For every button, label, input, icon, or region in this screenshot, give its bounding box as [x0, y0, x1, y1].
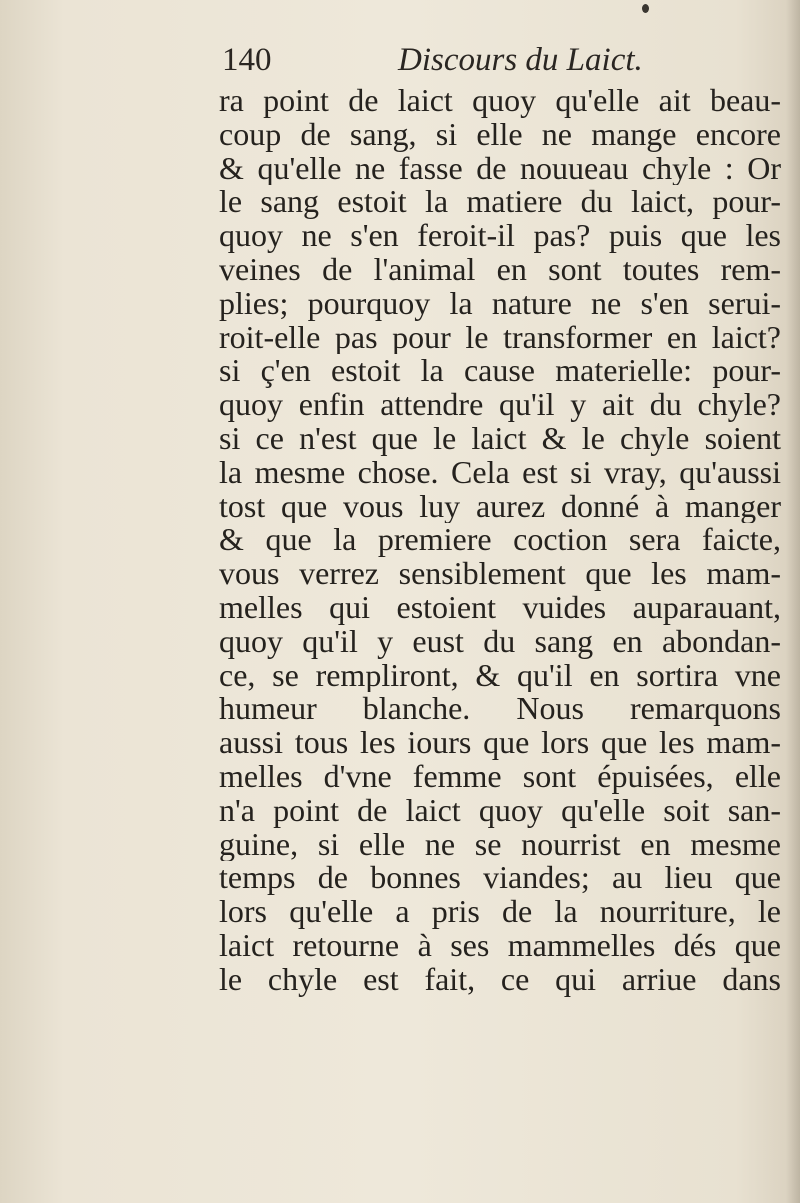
- text-line: aussi tous les iours que lors que les mam-: [219, 726, 781, 760]
- page-number: 140: [222, 42, 272, 78]
- text-line: plies; pourquoy la nature ne s'en serui-: [219, 286, 781, 321]
- text-line: melles qui estoient vuides auparauant,: [219, 590, 781, 625]
- page-edge-shadow: [786, 0, 800, 1203]
- text-line: ra point de laict quoy qu'elle ait beau-: [219, 84, 781, 118]
- text-line: guine, si elle ne se nourrist en mesme: [219, 827, 781, 862]
- text-line: melles d'vne femme sont épuisées, elle: [219, 759, 781, 794]
- text-line: si ç'en estoit la cause materielle: pour-: [219, 354, 781, 389]
- text-line: coup de sang, si elle ne mange encore: [219, 117, 781, 152]
- text-line: la mesme chose. Cela est si vray, qu'aussi: [219, 455, 781, 490]
- body-text: [219, 84, 781, 997]
- text-line: vous verrez sensiblement que les mam-: [219, 557, 781, 591]
- text-line: roit-elle pas pour le transformer en laict?: [219, 320, 781, 355]
- text-line: laict retourne à ses mammelles dés que: [219, 928, 781, 963]
- text-line: humeur blanche. Nous remarquons: [219, 692, 781, 727]
- text-line: si ce n'est que le laict & le chyle soient: [219, 421, 781, 456]
- page-header: [222, 40, 782, 86]
- text-line: le chyle est fait, ce qui arriue dans: [219, 962, 781, 997]
- text-line: temps de bonnes viandes; au lieu que: [219, 861, 781, 896]
- text-line: quoy qu'il y eust du sang en abondan-: [219, 624, 781, 659]
- running-head: Discours du Laict.: [398, 42, 643, 78]
- text-line: & qu'elle ne fasse de nouueau chyle : Or: [219, 151, 781, 186]
- text-line: lors qu'elle a pris de la nourriture, le: [219, 895, 781, 929]
- text-line: quoy ne s'en feroit-il pas? puis que les: [219, 219, 781, 253]
- text-line: veines de l'animal en sont toutes rem-: [219, 252, 781, 287]
- text-line: ce, se rempliront, & qu'il en sortira vne: [219, 658, 781, 693]
- text-line: quoy enfin attendre qu'il y ait du chyle?: [219, 388, 781, 422]
- ink-spot: [642, 4, 649, 13]
- text-line: le sang estoit la matiere du laict, pour-: [219, 185, 781, 220]
- text-line: tost que vous luy aurez donné à manger: [219, 489, 781, 524]
- text-line: & que la premiere coction sera faicte,: [219, 523, 781, 558]
- text-line: n'a point de laict quoy qu'elle soit san-: [219, 793, 781, 828]
